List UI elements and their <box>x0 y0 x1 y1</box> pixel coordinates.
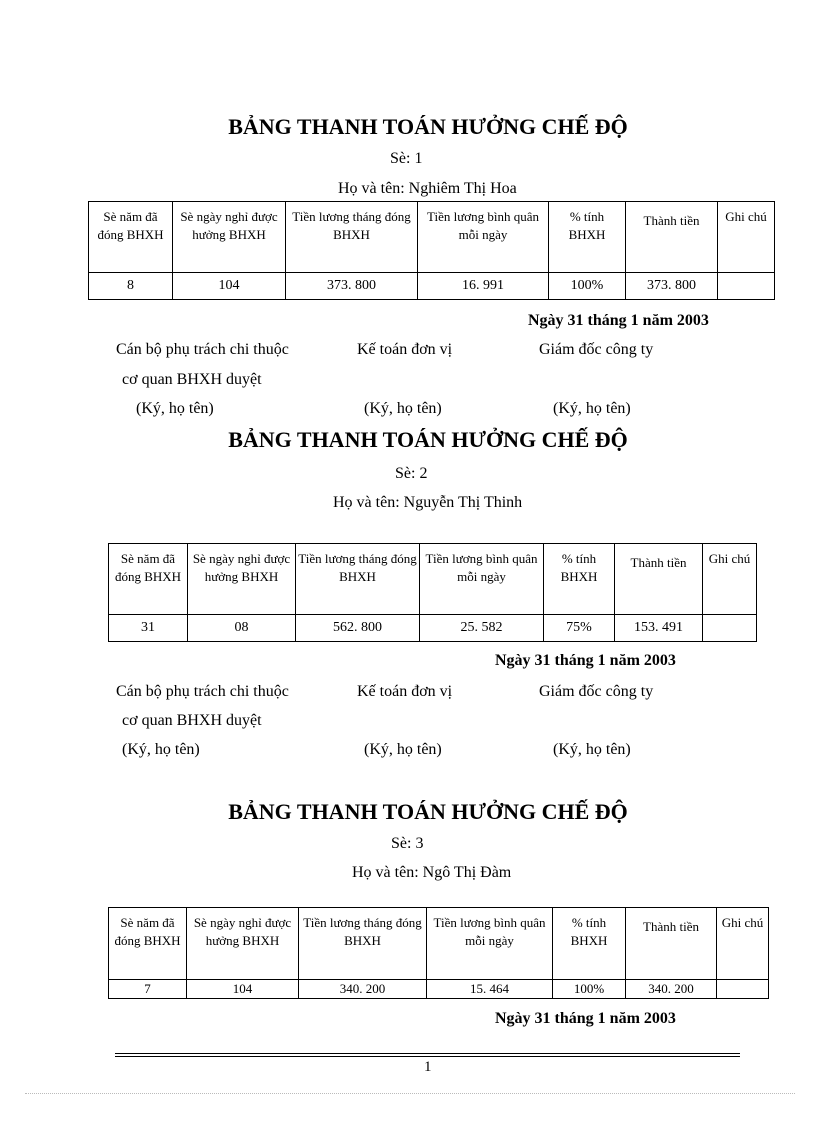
table-cell: 104 <box>173 273 286 300</box>
section-1-signer-1: Cán bộ phụ trách chi thuộc <box>116 341 289 358</box>
section-1-sign-3: (Ký, họ tên) <box>553 400 631 417</box>
col-header: % tính BHXH <box>549 202 626 273</box>
col-header: Tiền lương bình quân mỗi ngày <box>420 544 544 615</box>
section-1-date: Ngày 31 tháng 1 năm 2003 <box>528 312 709 329</box>
table-cell: 25. 582 <box>420 615 544 642</box>
section-2-sign-2: (Ký, họ tên) <box>364 741 442 758</box>
table-cell: 373. 800 <box>286 273 418 300</box>
section-2-signer-1: Cán bộ phụ trách chi thuộc <box>116 683 289 700</box>
table-cell: 08 <box>188 615 296 642</box>
section-2-sign-3: (Ký, họ tên) <box>553 741 631 758</box>
section-2-name: Họ và tên: Nguyễn Thị Thinh <box>333 494 523 511</box>
section-2-number: Sè: 2 <box>395 465 428 482</box>
col-header: Ghi chú <box>717 908 769 980</box>
col-header: Thành tiền <box>615 544 703 615</box>
col-header: Tiền lương tháng đóng BHXH <box>299 908 427 980</box>
section-2-title: BẢNG THANH TOÁN HƯỞNG CHẾ ĐỘ <box>228 427 628 452</box>
col-header: Tiền lương tháng đóng BHXH <box>296 544 420 615</box>
table-cell: 75% <box>544 615 615 642</box>
table-cell: 373. 800 <box>626 273 718 300</box>
table-cell: 340. 200 <box>626 980 717 999</box>
section-3-title: BẢNG THANH TOÁN HƯỞNG CHẾ ĐỘ <box>228 799 628 824</box>
col-header: Ghi chú <box>718 202 775 273</box>
page-number: 1 <box>424 1059 432 1075</box>
section-3-date: Ngày 31 tháng 1 năm 2003 <box>495 1010 676 1027</box>
section-1-title: BẢNG THANH TOÁN HƯỞNG CHẾ ĐỘ <box>228 114 628 139</box>
table-cell <box>717 980 769 999</box>
table-cell: 562. 800 <box>296 615 420 642</box>
footer-rule-bottom <box>115 1056 740 1057</box>
table-cell: 100% <box>549 273 626 300</box>
section-3-table <box>108 907 769 999</box>
col-header: % tính BHXH <box>544 544 615 615</box>
section-1-number: Sè: 1 <box>390 150 423 167</box>
section-2-signer-3: Giám đốc công ty <box>539 683 654 700</box>
table-cell: 16. 991 <box>418 273 549 300</box>
section-1-name: Họ và tên: Nghiêm Thị Hoa <box>338 180 517 197</box>
col-header: Thành tiền <box>626 908 717 980</box>
table-row <box>109 615 757 642</box>
table-cell <box>703 615 757 642</box>
col-header: Tiền lương tháng đóng BHXH <box>286 202 418 273</box>
page-bottom-border <box>25 1093 795 1094</box>
section-2-signer-1-line2: cơ quan BHXH duyệt <box>122 712 262 729</box>
section-2-sign-1: (Ký, họ tên) <box>122 741 200 758</box>
section-2-signer-2: Kế toán đơn vị <box>357 683 453 700</box>
table-cell: 153. 491 <box>615 615 703 642</box>
table-cell <box>718 273 775 300</box>
section-2-date: Ngày 31 tháng 1 năm 2003 <box>495 652 676 669</box>
table-cell: 15. 464 <box>427 980 553 999</box>
table-cell: 7 <box>109 980 187 999</box>
section-1-signer-1-line2: cơ quan BHXH duyệt <box>122 371 262 388</box>
table-cell: 340. 200 <box>299 980 427 999</box>
table-cell: 104 <box>187 980 299 999</box>
table-cell: 31 <box>109 615 188 642</box>
section-2-table <box>108 543 757 642</box>
col-header: Tiền lương bình quân mỗi ngày <box>418 202 549 273</box>
col-header: Sè năm đã đóng BHXH <box>109 544 188 615</box>
footer-rule-top <box>115 1053 740 1054</box>
col-header: Sè ngày nghỉ được hưởng BHXH <box>187 908 299 980</box>
section-3-name: Họ và tên: Ngô Thị Đàm <box>352 864 512 881</box>
table-cell: 8 <box>89 273 173 300</box>
col-header: Ghi chú <box>703 544 757 615</box>
table-cell: 100% <box>553 980 626 999</box>
table-row <box>89 273 775 300</box>
col-header: Sè năm đã đóng BHXH <box>89 202 173 273</box>
col-header: Sè ngày nghỉ được hưởng BHXH <box>188 544 296 615</box>
section-1-sign-1: (Ký, họ tên) <box>136 400 214 417</box>
col-header: Tiền lương bình quân mỗi ngày <box>427 908 553 980</box>
section-1-signer-3: Giám đốc công ty <box>539 341 654 358</box>
section-3-number: Sè: 3 <box>391 835 424 852</box>
section-1-sign-2: (Ký, họ tên) <box>364 400 442 417</box>
col-header: Sè năm đã đóng BHXH <box>109 908 187 980</box>
col-header: % tính BHXH <box>553 908 626 980</box>
col-header: Sè ngày nghỉ được hưởng BHXH <box>173 202 286 273</box>
section-1-signer-2: Kế toán đơn vị <box>357 341 453 358</box>
table-row <box>109 980 769 999</box>
section-1-table <box>88 201 775 300</box>
col-header: Thành tiền <box>626 202 718 273</box>
